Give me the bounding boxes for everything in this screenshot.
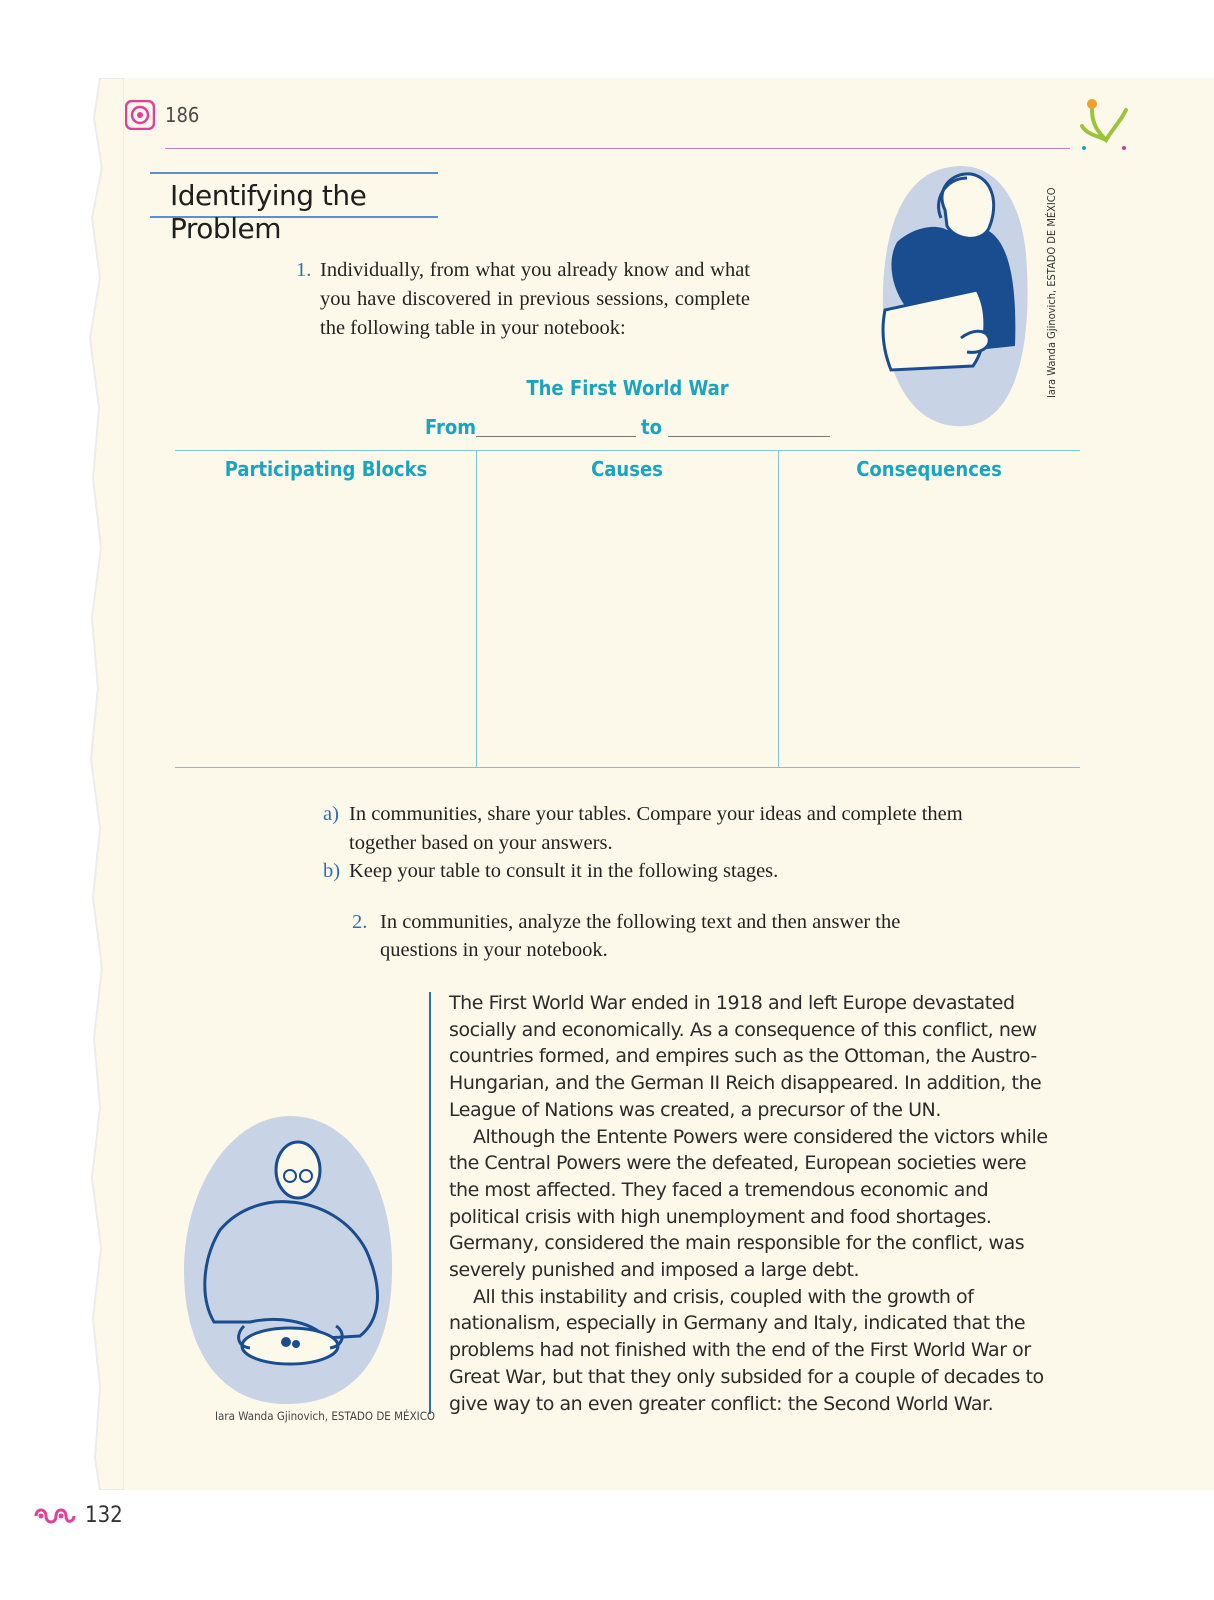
from-year-blank — [476, 436, 636, 437]
sub-item-text: Keep your table to consult it in the following stages. — [349, 860, 779, 882]
list-item — [323, 857, 983, 886]
sub-item-label: a) — [323, 803, 339, 825]
reading-paragraph: Although the Entente Powers were considered the victors while the Central Powers were the defeated, European societies were the most affected. They faced a tremendous economic and political crisis with high unemployment and food shortages. Germany, considered the main responsible for the conflict, was severely punished and imposed a large debt. — [449, 1125, 1048, 1282]
reading-paragraph: The First World War ended in 1918 and left Europe devastated socially and economically. As a consequence of this conflict, new countries formed, and empires such as the Ottoman, the Austro-Hungarian, and the German II Reich disappeared. In addition, the League of Nations was created, a precursor of the UN. — [449, 992, 1042, 1121]
sub-item-label: b) — [323, 860, 341, 882]
list-item — [323, 800, 983, 857]
to-year-blank — [668, 436, 830, 437]
sub-item-text: In communities, share your tables. Compare your ideas and complete them together based on your answers. — [349, 803, 963, 854]
column-header-participating-blocks: Participating Blocks — [224, 457, 428, 481]
to-label: to — [641, 415, 662, 439]
illustration-caption-top — [1045, 187, 1061, 398]
activity-2 — [352, 908, 922, 964]
illustration-caption-top-text: Iara Wanda Gjinovich, ESTADO DE MÉXICO — [1045, 187, 1058, 398]
activity-1-text: Individually, from what you already know and what you have discovered in previous sessions, complete the following table in your notebook: — [320, 259, 750, 339]
spiral-ornament-icon — [125, 100, 155, 130]
column-divider — [476, 451, 477, 767]
section-title-text: Identifying the Problem — [170, 179, 367, 245]
from-label: From — [425, 415, 477, 439]
ornament-icon — [32, 1504, 76, 1528]
reading-paragraph: All this instability and crisis, coupled with the growth of nationalism, especially in Germany and Italy, indicated that the problems had not finished with the end of the First World War or Great War, but that they only subsided for a couple of decades to give way to an even greater conflict: the Second World War. — [449, 1285, 1044, 1415]
header-rule — [165, 148, 1070, 149]
activity-2-number: 2. — [352, 911, 368, 933]
column-divider — [778, 451, 779, 767]
activity-2-text: In communities, analyze the following text and then answer the questions in your notebook. — [380, 911, 901, 961]
illustration-woman-holding-pot — [875, 160, 1045, 430]
column-header-consequences: Consequences — [856, 457, 1002, 481]
section-title — [150, 172, 438, 245]
header-page-number: 186 — [165, 103, 200, 127]
sub-items-list — [323, 800, 983, 886]
reading-rule — [429, 992, 431, 1414]
notebook-table — [175, 450, 1080, 768]
footer-page-number: 132 — [85, 1503, 123, 1528]
sprout-logo-icon — [1078, 96, 1130, 154]
activity-1-number: 1. — [296, 259, 312, 281]
illustration-man-with-plate — [180, 1110, 400, 1410]
illustration-caption-bottom: Iara Wanda Gjinovich, ESTADO DE MÉXICO — [215, 1409, 436, 1423]
reading-text — [449, 990, 1049, 1417]
table-title: The First World War — [526, 376, 729, 400]
column-header-causes: Causes — [591, 457, 663, 481]
torn-edge — [84, 78, 124, 1490]
activity-1 — [296, 256, 750, 343]
